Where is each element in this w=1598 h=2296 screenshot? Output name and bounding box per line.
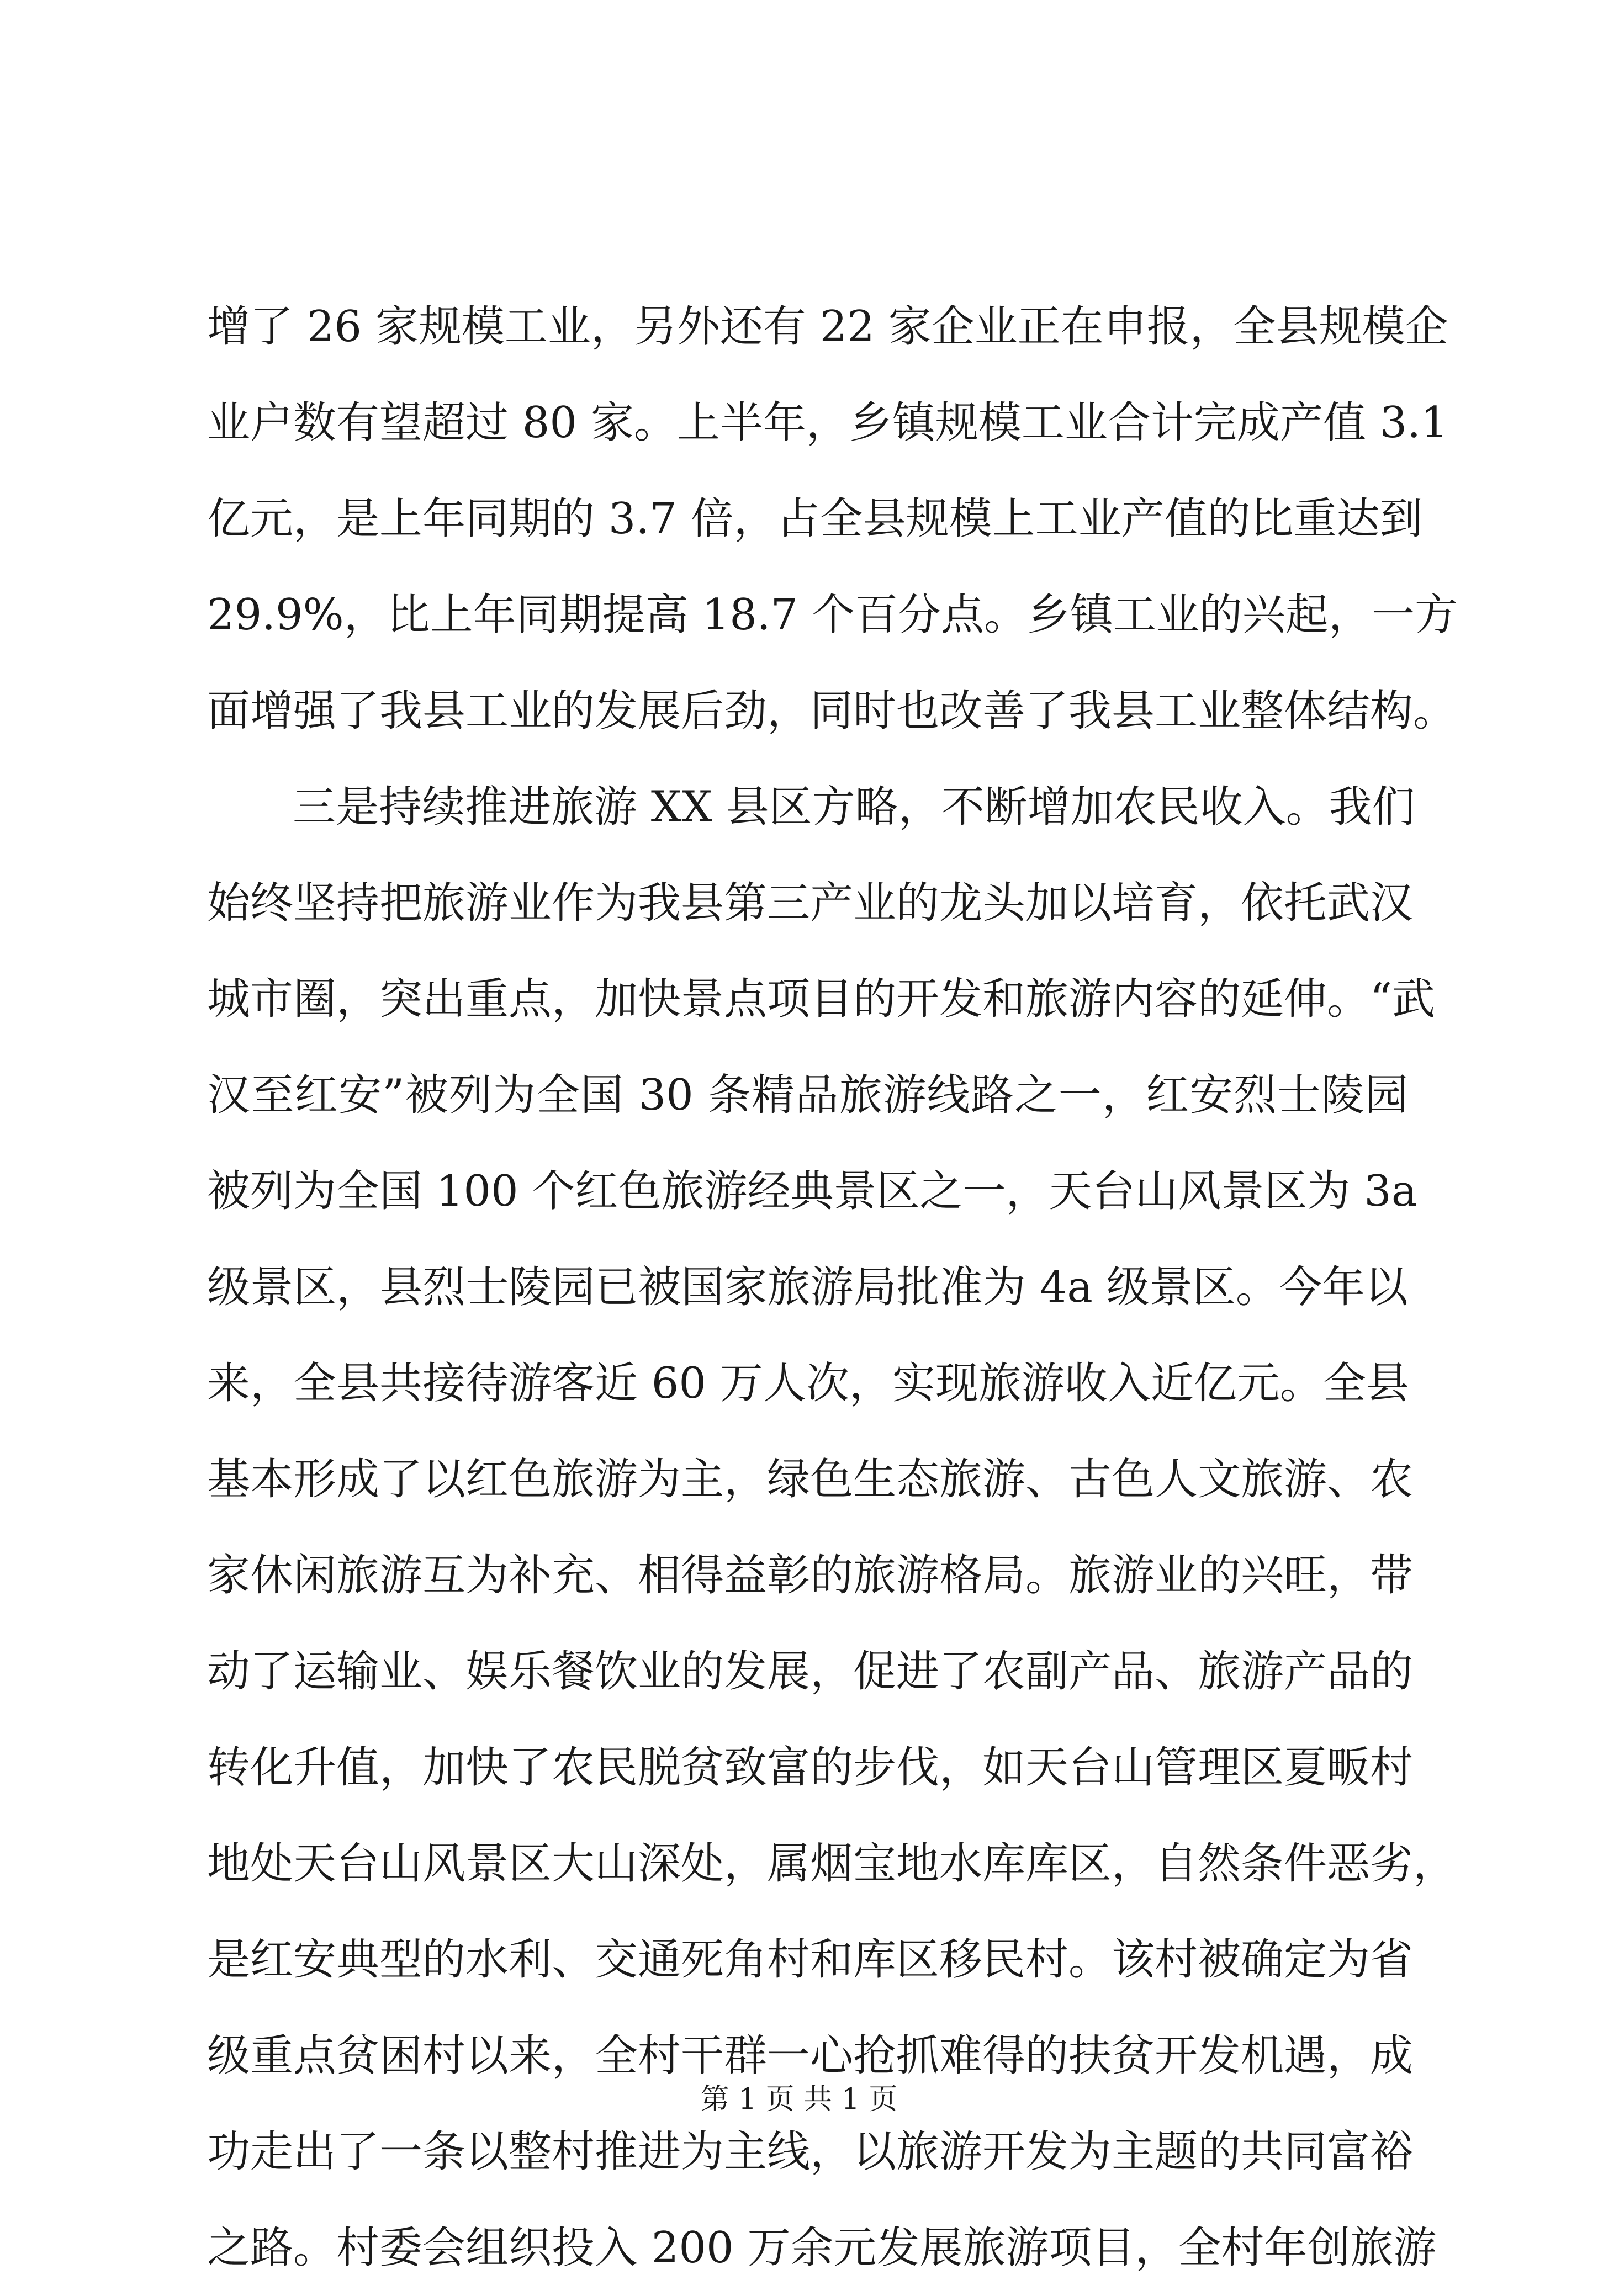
- text-line: 级景区，县烈士陵园已被国家旅游局批准为 4a 级景区。今年以: [207, 1263, 1408, 1312]
- text-line: 动了运输业、娱乐餐饮业的发展，促进了农副产品、旅游产品的: [207, 1647, 1414, 1696]
- text-line: 家休闲旅游互为补充、相得益彰的旅游格局。旅游业的兴旺，带: [207, 1551, 1414, 1600]
- page-footer: 第 1 页 共 1 页: [700, 2083, 898, 2116]
- paragraph-start-line: 三是持续推进旅游 XX 县区方略，不断增加农民收入。我们: [293, 782, 1415, 832]
- text-line: 亿元，是上年同期的 3.7 倍，占全县规模上工业产值的比重达到: [207, 494, 1423, 544]
- text-line: 增了 26 家规模工业，另外还有 22 家企业正在申报，全县规模企: [207, 302, 1448, 352]
- text-line: 转化升值，加快了农民脱贫致富的步伐，如天台山管理区夏畈村: [207, 1743, 1414, 1793]
- text-line: 之路。村委会组织投入 200 万余元发展旅游项目，全村年创旅游: [207, 2223, 1437, 2273]
- text-line: 面增强了我县工业的发展后劲，同时也改善了我县工业整体结构。: [207, 686, 1457, 736]
- text-line: 来，全县共接待游客近 60 万人次，实现旅游收入近亿元。全县: [207, 1359, 1409, 1408]
- text-line: 是红安典型的水利、交通死角村和库区移民村。该村被确定为省: [207, 1935, 1414, 1985]
- text-line: 始终坚持把旅游业作为我县第三产业的龙头加以培育，依托武汉: [207, 878, 1414, 928]
- text-line: 29.9%，比上年同期提高 18.7 个百分点。乡镇工业的兴起，一方: [207, 590, 1458, 640]
- text-line: 级重点贫困村以来，全村干群一心抢抓难得的扶贫开发机遇，成: [207, 2031, 1414, 2081]
- text-line: 基本形成了以红色旅游为主，绿色生态旅游、古色人文旅游、农: [207, 1455, 1414, 1504]
- text-line: 功走出了一条以整村推进为主线，以旅游开发为主题的共同富裕: [207, 2127, 1414, 2177]
- body-text: [207, 279, 1458, 2296]
- text-line: 被列为全国 100 个红色旅游经典景区之一，天台山风景区为 3a: [207, 1166, 1417, 1216]
- text-line: 汉至红安”被列为全国 30 条精品旅游线路之一，红安烈士陵园: [207, 1070, 1408, 1120]
- text-line: 业户数有望超过 80 家。上半年，乡镇规模工业合计完成产值 3.1: [207, 398, 1448, 448]
- text-line: 地处天台山风景区大山深处，属烟宝地水库库区，自然条件恶劣，: [207, 1839, 1457, 1889]
- text-line: 城市圈，突出重点，加快景点项目的开发和旅游内容的延伸。“武: [207, 974, 1435, 1024]
